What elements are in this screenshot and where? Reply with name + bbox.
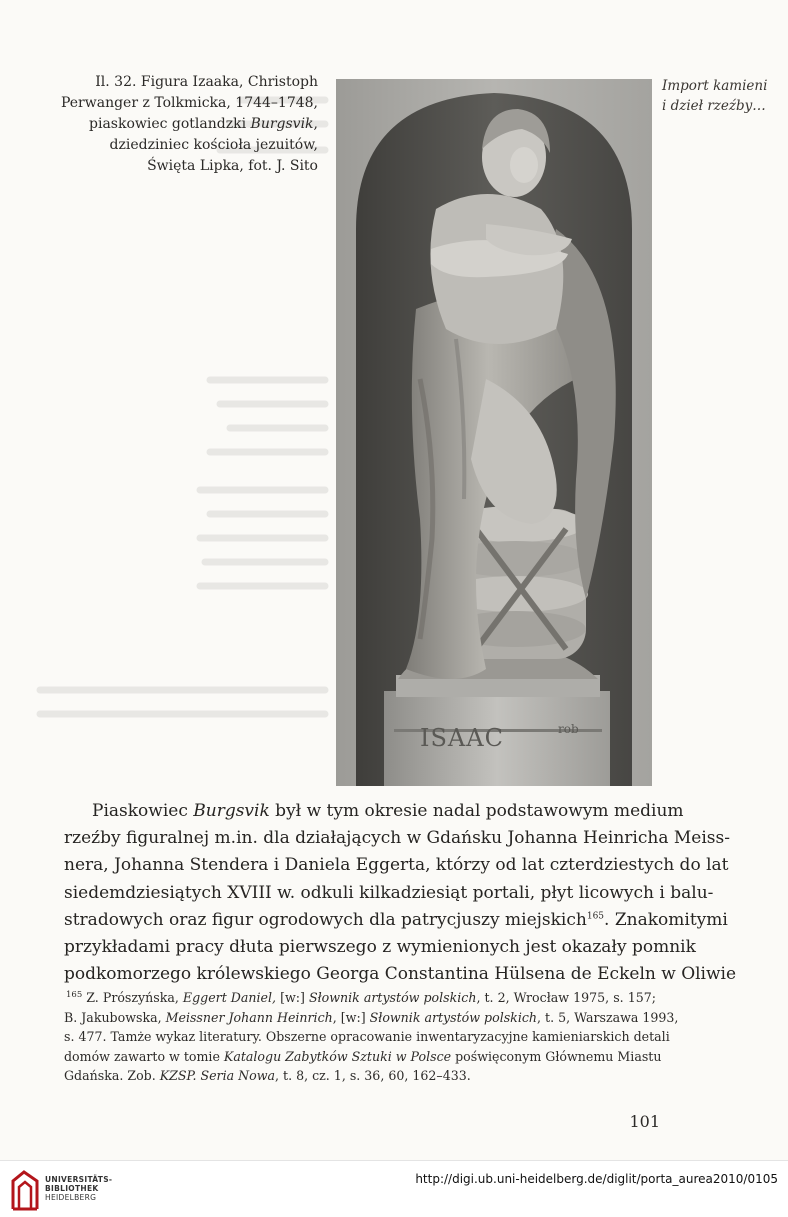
footnote-reference[interactable]: 165 (586, 911, 605, 922)
footnote-l2-italic-2: Słownik artystów polskich (369, 1009, 538, 1025)
body-line-5-start: stradowych oraz figur ogrodowych dla patrycjuszy miejskich (64, 909, 587, 930)
body-line-5 (64, 907, 728, 934)
permalink-url[interactable]: http://digi.ub.uni-heidelberg.de/diglit/porta_aurea2010/0105 (415, 1172, 778, 1186)
show-through-texture (30, 80, 330, 727)
caption-comma: , (313, 116, 318, 132)
footnote-number: 165 (66, 989, 83, 1000)
library-name-line-1: UNIVERSITÄTS- (45, 1175, 113, 1184)
footnote-l1-a: Z. Prószyńska, (82, 990, 183, 1005)
body-line-1-end: był w tym okresie nadal podstawowym medium (269, 801, 684, 821)
footnote-l1-c: , t. 2, Wrocław 1975, s. 157; (476, 990, 656, 1005)
caption-line-3-text: piaskowiec gotlandzki (89, 116, 251, 132)
statue-photo (336, 79, 652, 786)
running-head (662, 76, 772, 116)
footnote-l2-italic-1: Meissner Johann Heinrich (165, 1009, 333, 1025)
caption-line-5: Święta Lipka, fot. J. Sito (147, 158, 318, 174)
running-head-line-1: Import kamieni (662, 78, 768, 94)
footnote-l4-italic: Katalogu Zabytków Sztuki w Polsce (223, 1048, 452, 1064)
footnote-l5-a: Gdańska. Zob. (64, 1068, 160, 1084)
footnote-line-3: s. 477. Tamże wykaz literatury. Obszerne opracowanie inwentaryzacyjne kamieniarskich detali (64, 1029, 670, 1045)
statue-illustration (336, 79, 652, 786)
footnote-l1-italic-2: Słownik artystów polskich (308, 990, 477, 1005)
plinth-inscription-tail: rob (558, 722, 579, 736)
library-name[interactable] (45, 1175, 112, 1202)
body-paragraph (64, 798, 737, 988)
body-italic-burgsvik: Burgsvik (193, 801, 270, 821)
footnote-165 (64, 988, 679, 1086)
body-line-4: siedemdziesiątych XVIII w. odkuli kilkadziesiąt portali, płyt licowych i balu- (64, 882, 714, 903)
caption-italic-term: Burgsvik (250, 116, 314, 132)
library-name-line-3: HEIDELBERG (45, 1193, 97, 1202)
footnote-line-4 (64, 1047, 662, 1067)
body-line-2: rzeźby figuralnej m.in. dla działających w Gdańsku Johanna Heinricha Meiss- (64, 828, 730, 849)
plinth-inscription: ISAAC (420, 724, 504, 752)
footnote-l2-c: , t. 5, Warszawa 1993, (537, 1009, 679, 1025)
footnote-l4-b: poświęconym Głównemu Miastu (451, 1048, 662, 1064)
library-name-line-2: BIBLIOTHEK (45, 1184, 99, 1193)
body-line-7: podkomorzego królewskiego Georga Constantina Hülsena de Eckeln w Oliwie (64, 964, 737, 985)
footnote-l5-b: , t. 8, cz. 1, s. 36, 60, 162–433. (275, 1068, 471, 1084)
running-head-line-2: i dzieł rzeźby… (662, 98, 766, 114)
body-line-1-start: Piaskowiec (92, 801, 194, 821)
caption-line-2: Perwanger z Tolkmicka, 1744–1748, (60, 95, 318, 111)
body-line-1 (64, 798, 684, 825)
footnote-line-5 (64, 1066, 656, 1086)
figure-caption (60, 72, 318, 177)
footnote-l5-italic: KZSP. Seria Nowa (159, 1068, 276, 1084)
university-library-logo-icon[interactable] (10, 1169, 40, 1211)
footnote-line-1 (64, 988, 656, 1008)
footnote-line-2 (64, 1008, 679, 1028)
page-number: 101 (629, 1112, 660, 1131)
footnote-l4-a: domów zawarto w tomie (64, 1048, 224, 1064)
caption-line-4: dziedziniec kościoła jezuitów, (109, 137, 318, 153)
footnote-l1-italic-1: Eggert Daniel, (182, 990, 277, 1005)
caption-line-3 (60, 114, 318, 135)
caption-line-1: Il. 32. Figura Izaaka, Christoph (95, 74, 318, 90)
footnote-l1-b: [w:] (276, 990, 309, 1005)
footnote-l2-b: , [w:] (332, 1009, 370, 1025)
body-line-3: nera, Johanna Stendera i Daniela Eggerta, którzy od lat czterdziestych do lat (64, 855, 729, 876)
body-line-6: przykładami pracy dłuta pierwszego z wymienionych jest okazały pomnik (64, 937, 696, 958)
footer-bar (0, 1160, 788, 1217)
body-line-5-end: . Znakomitymi (604, 909, 728, 930)
footnote-l2-a: B. Jakubowska, (64, 1009, 166, 1025)
